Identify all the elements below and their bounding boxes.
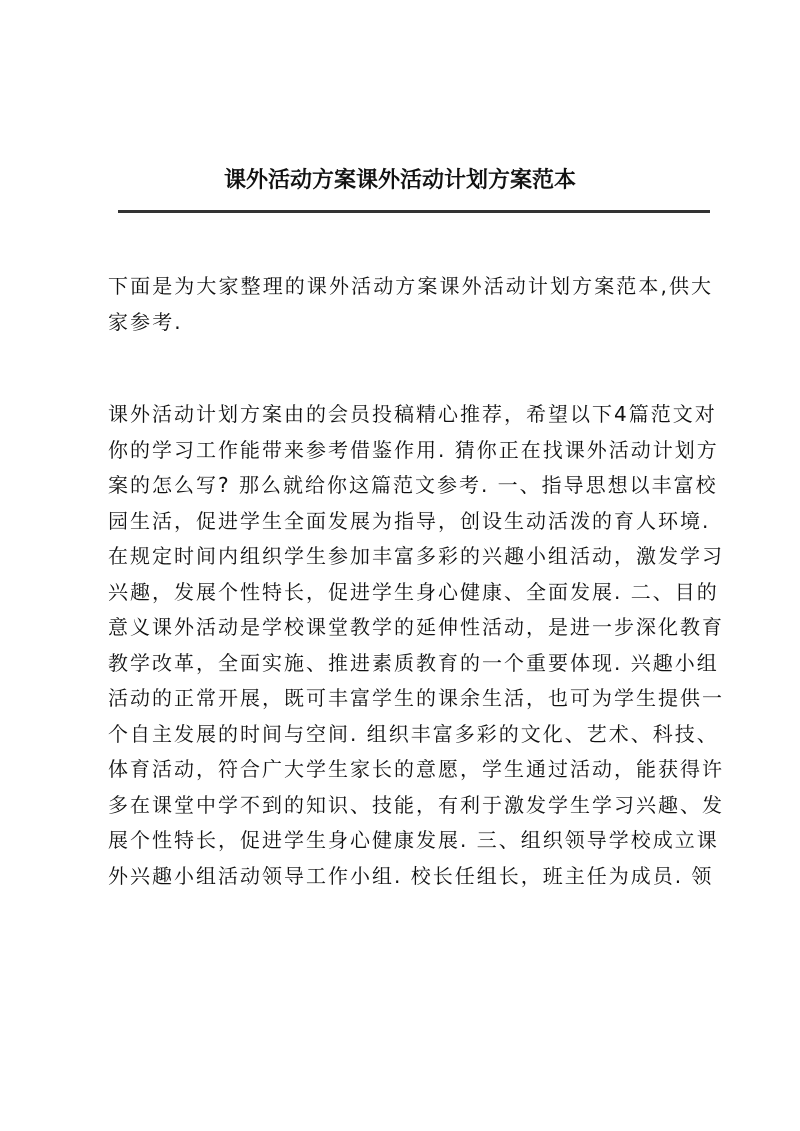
- paragraph-line: 课外活动计划方案由的会员投稿精心推荐，希望以下4篇范文对: [108, 402, 717, 426]
- document-title: 课外活动方案课外活动计划方案范本: [223, 167, 576, 193]
- paragraph-line: 外兴趣小组活动领导工作小组. 校长任组长，班主任为成员. 领: [108, 863, 714, 888]
- paragraph-line: 家参考.: [108, 309, 183, 334]
- body-paragraph: [108, 397, 724, 894]
- paragraph-line: 多在课堂中学不到的知识、技能，有利于激发学生学习兴趣、发: [108, 792, 724, 817]
- paragraph-line: 兴趣，发展个性特长，促进学生身心健康、全面发展. 二、目的: [108, 579, 719, 604]
- paragraph-line: 案的怎么写? 那么就给你这篇范文参考. 一、指导思想以丰富校: [108, 473, 718, 497]
- paragraph-line: 下面是为大家整理的课外活动方案课外活动计划方案范本,供大: [108, 274, 714, 298]
- paragraph-line: 活动的正常开展，既可丰富学生的课余生活，也可为学生提供一: [108, 686, 724, 710]
- paragraph-line: 个自主发展的时间与空间. 组织丰富多彩的文化、艺术、科技、: [108, 721, 719, 746]
- paragraph-line: 教学改革，全面实施、推进素质教育的一个重要体现. 兴趣小组: [108, 650, 719, 675]
- paragraph-line: 在规定时间内组织学生参加丰富多彩的兴趣小组活动，激发学习: [108, 544, 724, 568]
- title-divider: [118, 210, 710, 213]
- paragraph-line: 展个性特长，促进学生身心健康发展. 三、组织领导学校成立课: [108, 828, 719, 852]
- paragraph-line: 意义课外活动是学校课堂教学的延伸性活动，是进一步深化教育: [108, 615, 724, 639]
- paragraph-line: 体育活动，符合广大学生家长的意愿，学生通过活动，能获得许: [108, 757, 724, 781]
- intro-paragraph: [108, 269, 713, 340]
- paragraph-line: 园生活，促进学生全面发展为指导，创设生动活泼的育人环境.: [108, 508, 711, 533]
- paragraph-line: 你的学习工作能带来参考借鉴作用. 猜你正在找课外活动计划方: [108, 437, 719, 462]
